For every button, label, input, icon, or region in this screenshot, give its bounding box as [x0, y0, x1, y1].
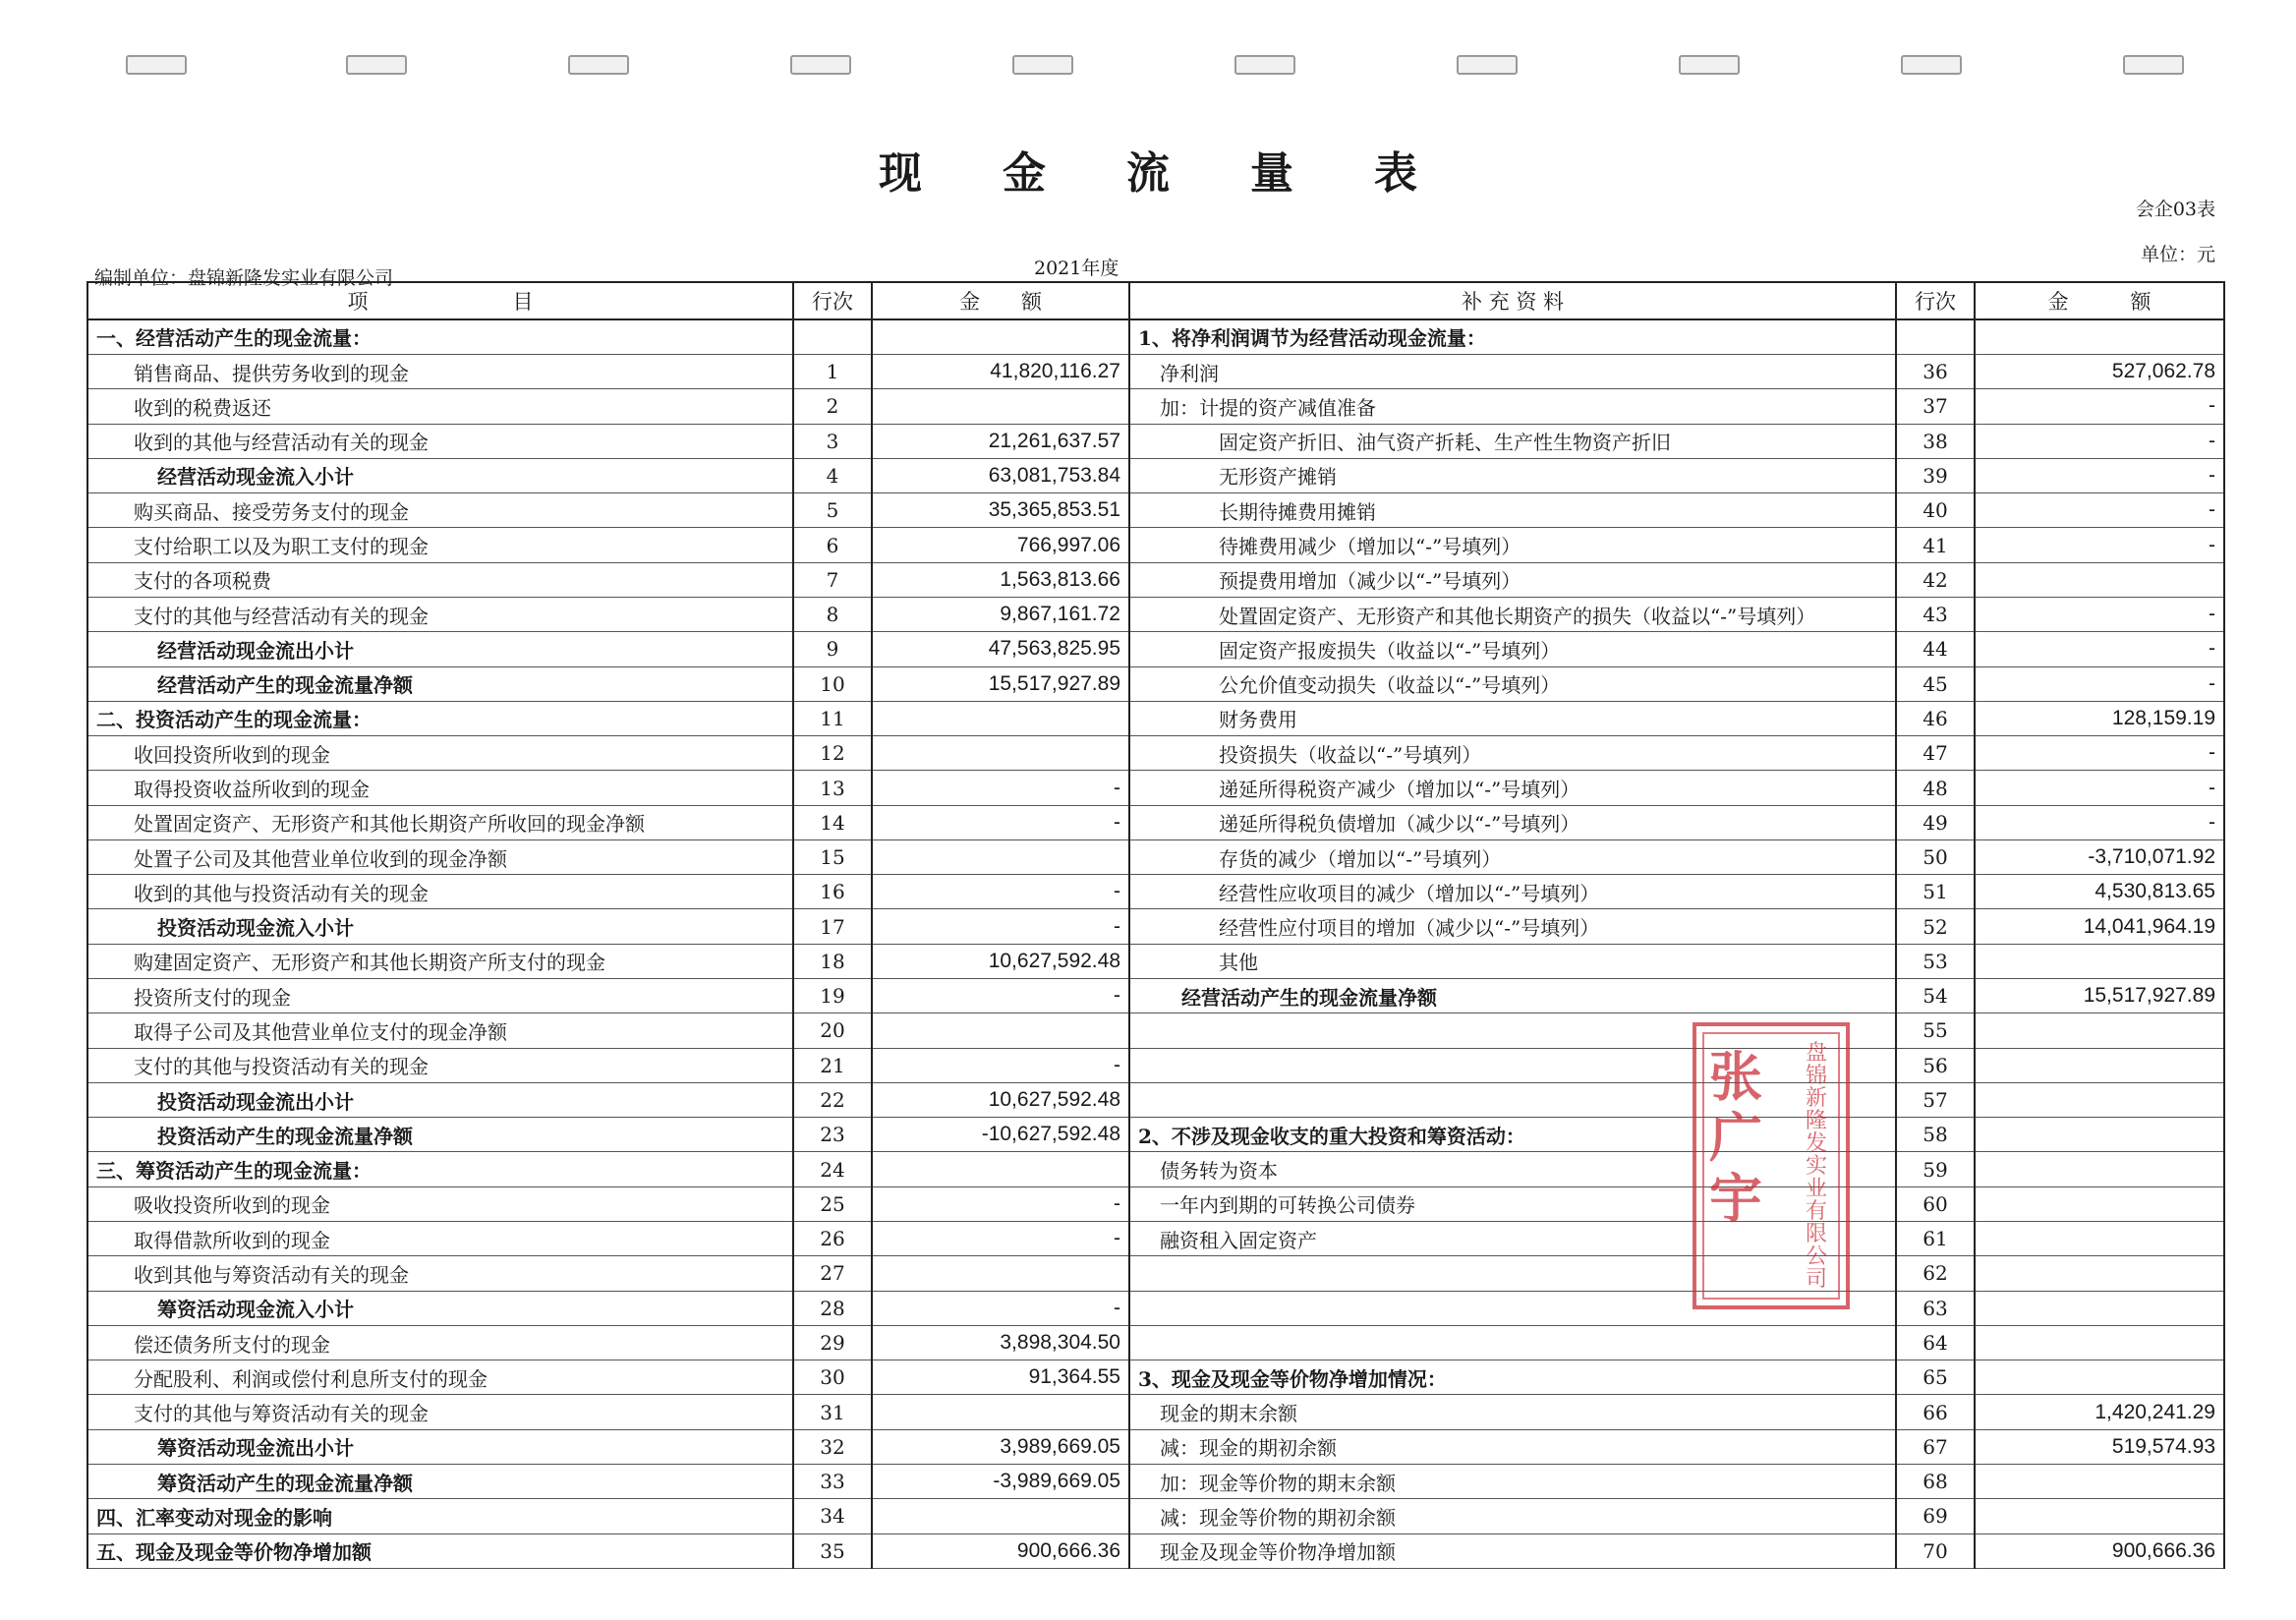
row-line-number: 15 — [793, 839, 872, 874]
row-supplement-item: 加：现金等价物的期末余额 — [1129, 1464, 1896, 1498]
row-item: 支付的各项税费 — [87, 562, 793, 597]
table-body — [87, 282, 2224, 1569]
row-supplement-item: 融资租入固定资产 — [1129, 1222, 1896, 1256]
row-amount: - — [872, 875, 1129, 909]
row-item: 偿还债务所支付的现金 — [87, 1325, 793, 1360]
row-item: 取得子公司及其他营业单位支付的现金净额 — [87, 1013, 793, 1048]
row-line-number: 11 — [793, 701, 872, 735]
row-supplement-item: 2、不涉及现金收支的重大投资和筹资活动： — [1129, 1118, 1896, 1152]
row-amount: -3,989,669.05 — [872, 1464, 1129, 1498]
row-line-number-2: 63 — [1896, 1291, 1975, 1325]
row-line-number-2: 38 — [1896, 424, 1975, 458]
table-row — [87, 493, 2224, 528]
row-amount-2: 15,517,927.89 — [1975, 979, 2224, 1013]
punch-hole — [568, 55, 629, 75]
row-line-number: 23 — [793, 1118, 872, 1152]
row-line-number-2: 47 — [1896, 736, 1975, 771]
table-row — [87, 597, 2224, 631]
punch-hole — [126, 55, 187, 75]
row-amount — [872, 389, 1129, 424]
table-row — [87, 1291, 2224, 1325]
row-line-number: 31 — [793, 1395, 872, 1429]
row-line-number: 8 — [793, 597, 872, 631]
row-amount-2: 4,530,813.65 — [1975, 875, 2224, 909]
row-line-number: 24 — [793, 1152, 872, 1186]
punch-hole — [1679, 55, 1740, 75]
row-amount-2: - — [1975, 805, 2224, 839]
row-amount — [872, 736, 1129, 771]
row-amount — [872, 319, 1129, 355]
period-label: 2021年度 — [1034, 258, 1119, 279]
row-amount — [872, 1152, 1129, 1186]
row-line-number-2: 44 — [1896, 632, 1975, 666]
row-line-number: 10 — [793, 666, 872, 701]
table-row — [87, 1118, 2224, 1152]
table-row — [87, 666, 2224, 701]
row-line-number: 35 — [793, 1533, 872, 1568]
row-amount: - — [872, 1186, 1129, 1221]
row-amount-2: - — [1975, 424, 2224, 458]
row-amount-2: - — [1975, 597, 2224, 631]
row-line-number-2: 69 — [1896, 1499, 1975, 1533]
row-amount: -10,627,592.48 — [872, 1118, 1129, 1152]
row-supplement-item: 其他 — [1129, 944, 1896, 978]
row-line-number: 3 — [793, 424, 872, 458]
row-line-number-2: 45 — [1896, 666, 1975, 701]
table-row — [87, 1186, 2224, 1221]
row-supplement-item: 无形资产摊销 — [1129, 458, 1896, 492]
row-amount-2: - — [1975, 736, 2224, 771]
row-line-number: 12 — [793, 736, 872, 771]
row-line-number-2: 65 — [1896, 1360, 1975, 1395]
row-amount-2 — [1975, 944, 2224, 978]
row-amount: - — [872, 909, 1129, 944]
punch-hole — [1457, 55, 1518, 75]
cash-flow-table — [86, 281, 2225, 1569]
row-line-number: 21 — [793, 1048, 872, 1082]
table-row — [87, 1325, 2224, 1360]
row-line-number-2: 53 — [1896, 944, 1975, 978]
row-amount-2 — [1975, 1013, 2224, 1048]
row-amount: 3,989,669.05 — [872, 1429, 1129, 1464]
row-amount — [872, 701, 1129, 735]
row-amount: - — [872, 771, 1129, 805]
row-item: 支付的其他与经营活动有关的现金 — [87, 597, 793, 631]
row-item: 二、投资活动产生的现金流量： — [87, 701, 793, 735]
row-line-number-2: 68 — [1896, 1464, 1975, 1498]
row-line-number: 1 — [793, 354, 872, 388]
row-line-number: 29 — [793, 1325, 872, 1360]
row-supplement-item: 长期待摊费用摊销 — [1129, 493, 1896, 528]
row-amount-2: - — [1975, 493, 2224, 528]
row-item: 一、经营活动产生的现金流量： — [87, 319, 793, 355]
table-header — [87, 282, 2224, 319]
row-supplement-item: 处置固定资产、无形资产和其他长期资产的损失（收益以“-”号填列） — [1129, 597, 1896, 631]
table-row — [87, 632, 2224, 666]
row-amount-2 — [1975, 1291, 2224, 1325]
row-amount-2: 128,159.19 — [1975, 701, 2224, 735]
row-line-number-2: 43 — [1896, 597, 1975, 631]
header-supplement: 补 充 资 料 — [1129, 282, 1896, 319]
row-amount-2: - — [1975, 632, 2224, 666]
row-supplement-item — [1129, 1325, 1896, 1360]
row-line-number-2: 40 — [1896, 493, 1975, 528]
row-supplement-item: 公允价值变动损失（收益以“-”号填列） — [1129, 666, 1896, 701]
row-amount: - — [872, 979, 1129, 1013]
table-row — [87, 528, 2224, 562]
row-amount: 3,898,304.50 — [872, 1325, 1129, 1360]
row-line-number: 6 — [793, 528, 872, 562]
row-amount-2: 527,062.78 — [1975, 354, 2224, 388]
row-supplement-item: 预提费用增加（减少以“-”号填列） — [1129, 562, 1896, 597]
row-line-number: 2 — [793, 389, 872, 424]
row-item: 收到的税费返还 — [87, 389, 793, 424]
row-item: 投资活动现金流出小计 — [87, 1082, 793, 1117]
row-supplement-item: 3、现金及现金等价物净增加情况： — [1129, 1360, 1896, 1395]
row-line-number: 33 — [793, 1464, 872, 1498]
row-supplement-item: 债务转为资本 — [1129, 1152, 1896, 1186]
row-amount-2 — [1975, 1499, 2224, 1533]
row-line-number-2: 39 — [1896, 458, 1975, 492]
seal-side-text: 盘锦新隆发实业有限公司 — [1805, 1041, 1827, 1292]
punch-hole — [346, 55, 407, 75]
row-amount-2: 519,574.93 — [1975, 1429, 2224, 1464]
row-item: 购建固定资产、无形资产和其他长期资产所支付的现金 — [87, 944, 793, 978]
row-line-number: 14 — [793, 805, 872, 839]
row-line-number-2: 60 — [1896, 1186, 1975, 1221]
row-item: 三、筹资活动产生的现金流量： — [87, 1152, 793, 1186]
table-row — [87, 701, 2224, 735]
row-supplement-item: 经营活动产生的现金流量净额 — [1129, 979, 1896, 1013]
punch-hole — [1901, 55, 1962, 75]
row-amount: 10,627,592.48 — [872, 1082, 1129, 1117]
header-item: 项 目 — [87, 282, 793, 319]
header-line-2: 行次 — [1896, 282, 1975, 319]
table-row — [87, 805, 2224, 839]
row-supplement-item: 固定资产报废损失（收益以“-”号填列） — [1129, 632, 1896, 666]
table-row — [87, 1533, 2224, 1568]
row-line-number: 34 — [793, 1499, 872, 1533]
row-line-number-2: 67 — [1896, 1429, 1975, 1464]
row-item: 取得投资收益所收到的现金 — [87, 771, 793, 805]
row-amount: 21,261,637.57 — [872, 424, 1129, 458]
row-amount — [872, 1499, 1129, 1533]
row-item: 吸收投资所收到的现金 — [87, 1186, 793, 1221]
row-line-number: 4 — [793, 458, 872, 492]
row-line-number: 30 — [793, 1360, 872, 1395]
row-line-number-2: 41 — [1896, 528, 1975, 562]
row-amount-2: - — [1975, 771, 2224, 805]
row-line-number-2: 49 — [1896, 805, 1975, 839]
row-amount-2 — [1975, 1186, 2224, 1221]
table-row — [87, 1499, 2224, 1533]
row-line-number: 7 — [793, 562, 872, 597]
row-amount-2 — [1975, 1256, 2224, 1291]
row-item: 支付给职工以及为职工支付的现金 — [87, 528, 793, 562]
row-supplement-item: 减：现金等价物的期初余额 — [1129, 1499, 1896, 1533]
row-line-number-2: 66 — [1896, 1395, 1975, 1429]
table-row — [87, 1429, 2224, 1464]
row-amount: - — [872, 1291, 1129, 1325]
row-supplement-item: 递延所得税负债增加（减少以“-”号填列） — [1129, 805, 1896, 839]
row-amount-2 — [1975, 1222, 2224, 1256]
punch-hole — [790, 55, 851, 75]
table-row — [87, 1048, 2224, 1082]
row-line-number-2: 50 — [1896, 839, 1975, 874]
row-line-number-2: 58 — [1896, 1118, 1975, 1152]
company-seal — [1693, 1022, 1850, 1309]
row-line-number: 13 — [793, 771, 872, 805]
row-supplement-item: 经营性应付项目的增加（减少以“-”号填列） — [1129, 909, 1896, 944]
row-amount-2 — [1975, 1152, 2224, 1186]
row-line-number-2: 57 — [1896, 1082, 1975, 1117]
row-line-number: 5 — [793, 493, 872, 528]
row-supplement-item: 存货的减少（增加以“-”号填列） — [1129, 839, 1896, 874]
row-supplement-item: 投资损失（收益以“-”号填列） — [1129, 736, 1896, 771]
company-label: 编制单位：盘锦新隆发实业有限公司 — [94, 267, 394, 289]
row-amount: 15,517,927.89 — [872, 666, 1129, 701]
row-line-number-2: 70 — [1896, 1533, 1975, 1568]
table-row — [87, 1152, 2224, 1186]
form-code: 会企03表 — [2135, 199, 2215, 220]
row-amount — [872, 839, 1129, 874]
table-row — [87, 736, 2224, 771]
row-item: 五、现金及现金等价物净增加额 — [87, 1533, 793, 1568]
row-item: 四、汇率变动对现金的影响 — [87, 1499, 793, 1533]
row-supplement-item: 净利润 — [1129, 354, 1896, 388]
table-row — [87, 1013, 2224, 1048]
row-amount-2: - — [1975, 458, 2224, 492]
table-row — [87, 458, 2224, 492]
row-supplement-item: 固定资产折旧、油气资产折耗、生产性生物资产折旧 — [1129, 424, 1896, 458]
row-line-number — [793, 319, 872, 355]
row-item: 收到其他与筹资活动有关的现金 — [87, 1256, 793, 1291]
row-line-number-2: 51 — [1896, 875, 1975, 909]
row-item: 经营活动现金流出小计 — [87, 632, 793, 666]
table-row — [87, 1395, 2224, 1429]
row-amount: - — [872, 805, 1129, 839]
punch-hole — [2123, 55, 2184, 75]
row-amount-2: 1,420,241.29 — [1975, 1395, 2224, 1429]
row-amount-2 — [1975, 1048, 2224, 1082]
row-line-number-2: 61 — [1896, 1222, 1975, 1256]
row-amount-2: 900,666.36 — [1975, 1533, 2224, 1568]
table-row — [87, 1222, 2224, 1256]
row-amount-2 — [1975, 1464, 2224, 1498]
row-line-number-2: 48 — [1896, 771, 1975, 805]
row-line-number: 26 — [793, 1222, 872, 1256]
row-line-number-2: 56 — [1896, 1048, 1975, 1082]
row-supplement-item: 一年内到期的可转换公司债券 — [1129, 1186, 1896, 1221]
table-row — [87, 1082, 2224, 1117]
row-supplement-item: 减：现金的期初余额 — [1129, 1429, 1896, 1464]
row-amount-2 — [1975, 1118, 2224, 1152]
row-line-number: 20 — [793, 1013, 872, 1048]
row-line-number-2: 36 — [1896, 354, 1975, 388]
row-amount-2: -3,710,071.92 — [1975, 839, 2224, 874]
row-amount-2 — [1975, 1325, 2224, 1360]
table-row — [87, 839, 2224, 874]
row-line-number-2: 42 — [1896, 562, 1975, 597]
row-line-number: 19 — [793, 979, 872, 1013]
table-row — [87, 771, 2224, 805]
row-line-number-2: 55 — [1896, 1013, 1975, 1048]
row-item: 分配股利、利润或偿付利息所支付的现金 — [87, 1360, 793, 1395]
table-row — [87, 354, 2224, 388]
row-item: 处置固定资产、无形资产和其他长期资产所收回的现金净额 — [87, 805, 793, 839]
row-supplement-item: 经营性应收项目的减少（增加以“-”号填列） — [1129, 875, 1896, 909]
row-item: 销售商品、提供劳务收到的现金 — [87, 354, 793, 388]
row-amount — [872, 1013, 1129, 1048]
table-row — [87, 979, 2224, 1013]
row-item: 筹资活动产生的现金流量净额 — [87, 1464, 793, 1498]
row-line-number-2: 46 — [1896, 701, 1975, 735]
table-row — [87, 875, 2224, 909]
row-line-number-2: 52 — [1896, 909, 1975, 944]
row-item: 筹资活动现金流入小计 — [87, 1291, 793, 1325]
row-amount: 47,563,825.95 — [872, 632, 1129, 666]
row-line-number: 22 — [793, 1082, 872, 1117]
row-supplement-item: 财务费用 — [1129, 701, 1896, 735]
header-amount: 金 额 — [872, 282, 1129, 319]
table-row — [87, 562, 2224, 597]
row-amount-2: - — [1975, 528, 2224, 562]
row-amount-2: - — [1975, 389, 2224, 424]
row-line-number: 9 — [793, 632, 872, 666]
row-amount-2 — [1975, 562, 2224, 597]
row-amount-2 — [1975, 1360, 2224, 1395]
row-item: 取得借款所收到的现金 — [87, 1222, 793, 1256]
row-item: 经营活动产生的现金流量净额 — [87, 666, 793, 701]
row-item: 筹资活动现金流出小计 — [87, 1429, 793, 1464]
row-line-number: 16 — [793, 875, 872, 909]
row-amount — [872, 1395, 1129, 1429]
row-line-number-2 — [1896, 319, 1975, 355]
row-item: 购买商品、接受劳务支付的现金 — [87, 493, 793, 528]
row-item: 投资活动产生的现金流量净额 — [87, 1118, 793, 1152]
header-amount-2: 金 额 — [1975, 282, 2224, 319]
row-line-number: 28 — [793, 1291, 872, 1325]
row-amount: 91,364.55 — [872, 1360, 1129, 1395]
row-amount-2: 14,041,964.19 — [1975, 909, 2224, 944]
row-item: 支付的其他与筹资活动有关的现金 — [87, 1395, 793, 1429]
row-line-number: 17 — [793, 909, 872, 944]
row-amount: 900,666.36 — [872, 1533, 1129, 1568]
row-item: 经营活动现金流入小计 — [87, 458, 793, 492]
row-line-number: 18 — [793, 944, 872, 978]
row-amount: 41,820,116.27 — [872, 354, 1129, 388]
punch-hole — [1012, 55, 1073, 75]
table-row — [87, 944, 2224, 978]
row-line-number: 25 — [793, 1186, 872, 1221]
row-amount: 35,365,853.51 — [872, 493, 1129, 528]
row-supplement-item: 现金及现金等价物净增加额 — [1129, 1533, 1896, 1568]
row-supplement-item: 加：计提的资产减值准备 — [1129, 389, 1896, 424]
row-amount — [872, 1256, 1129, 1291]
punch-hole — [1234, 55, 1295, 75]
seal-main-text: 张广宇 — [1709, 1045, 1762, 1230]
row-supplement-item: 递延所得税资产减少（增加以“-”号填列） — [1129, 771, 1896, 805]
row-line-number-2: 37 — [1896, 389, 1975, 424]
row-supplement-item: 待摊费用减少（增加以“-”号填列） — [1129, 528, 1896, 562]
table-row — [87, 1464, 2224, 1498]
row-line-number-2: 59 — [1896, 1152, 1975, 1186]
row-line-number-2: 62 — [1896, 1256, 1975, 1291]
table-row — [87, 389, 2224, 424]
row-amount-2 — [1975, 1082, 2224, 1117]
table-row — [87, 1360, 2224, 1395]
row-line-number: 27 — [793, 1256, 872, 1291]
row-amount: 766,997.06 — [872, 528, 1129, 562]
row-item: 收到的其他与投资活动有关的现金 — [87, 875, 793, 909]
table-row — [87, 424, 2224, 458]
header-line: 行次 — [793, 282, 872, 319]
row-amount: 9,867,161.72 — [872, 597, 1129, 631]
row-line-number-2: 64 — [1896, 1325, 1975, 1360]
row-item: 收到的其他与经营活动有关的现金 — [87, 424, 793, 458]
row-amount-2 — [1975, 319, 2224, 355]
row-amount: - — [872, 1048, 1129, 1082]
row-item: 投资所支付的现金 — [87, 979, 793, 1013]
table-row — [87, 909, 2224, 944]
row-amount: - — [872, 1222, 1129, 1256]
row-amount: 1,563,813.66 — [872, 562, 1129, 597]
unit-label: 单位：元 — [2140, 244, 2215, 265]
row-item: 收回投资所收到的现金 — [87, 736, 793, 771]
row-item: 支付的其他与投资活动有关的现金 — [87, 1048, 793, 1082]
row-amount-2: - — [1975, 666, 2224, 701]
row-line-number-2: 54 — [1896, 979, 1975, 1013]
row-supplement-item: 1、将净利润调节为经营活动现金流量： — [1129, 319, 1896, 355]
row-amount: 10,627,592.48 — [872, 944, 1129, 978]
table-row — [87, 319, 2224, 355]
row-supplement-item: 现金的期末余额 — [1129, 1395, 1896, 1429]
page-title: 现金流量表 — [879, 148, 1498, 199]
row-amount: 63,081,753.84 — [872, 458, 1129, 492]
row-line-number: 32 — [793, 1429, 872, 1464]
table-row — [87, 1256, 2224, 1291]
row-item: 投资活动现金流入小计 — [87, 909, 793, 944]
row-item: 处置子公司及其他营业单位收到的现金净额 — [87, 839, 793, 874]
